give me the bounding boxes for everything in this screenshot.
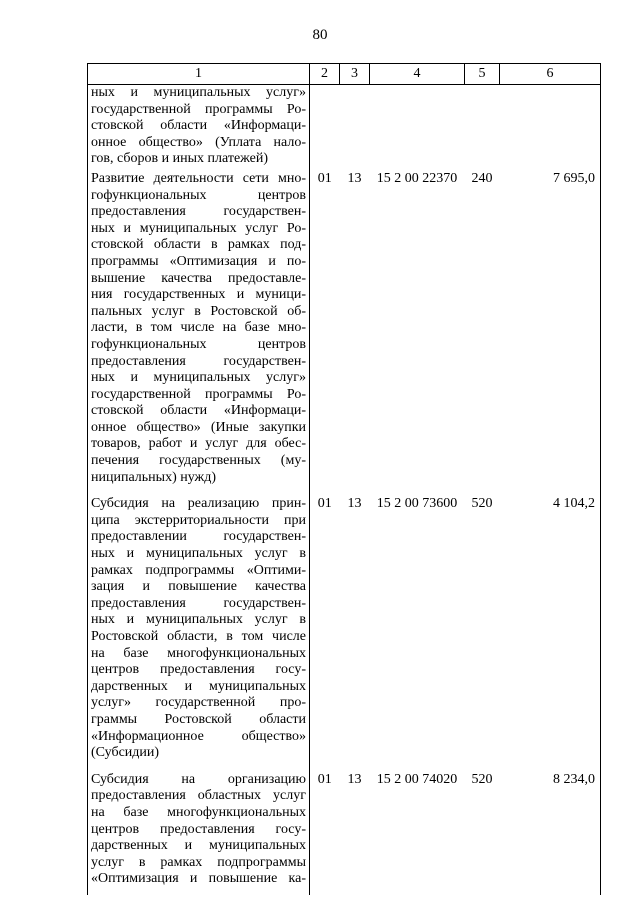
text-line: дарственных и муниципальных [91, 838, 306, 854]
cell-section: 01 [317, 496, 332, 512]
table-row [88, 168, 601, 493]
row-description [88, 168, 310, 493]
header-col-6: 6 [500, 64, 601, 85]
text-line: Субсидия на организацию [91, 771, 306, 787]
page-number: 80 [312, 27, 328, 43]
text-line: предоставления государствен- [91, 204, 306, 220]
text-line: «Информационное общество» [91, 728, 306, 744]
text-line: ниципальных) нужд) [91, 469, 216, 485]
text-line: государственной программы Ро- [91, 386, 306, 402]
text-line: услуг» государственной про- [91, 695, 306, 711]
cell-subsection: 13 [347, 170, 362, 186]
cell-subsection: 13 [347, 771, 362, 787]
header-col-5: 5 [465, 64, 500, 85]
cell-target-code: 15 2 00 74020 [376, 771, 458, 787]
header-col-1: 1 [88, 64, 310, 85]
text-line: дарственных и муниципальных [91, 678, 306, 694]
text-line: (Субсидии) [91, 745, 160, 761]
cell-expense-type: 240 [471, 170, 493, 186]
text-line: гофункциональных центров [91, 187, 306, 203]
continuation-row [88, 85, 601, 168]
cell-expense-type: 520 [471, 496, 493, 512]
text-line: печения государственных (му- [91, 453, 306, 469]
text-line: центров предоставления госу- [91, 662, 306, 678]
text-line: ных и муниципальных услуг» [91, 85, 306, 100]
text-line: ния государственных и муници- [91, 287, 306, 303]
text-line: услуг в рамках подпрограммы [91, 854, 306, 870]
cell-amount: 4 104,2 [500, 493, 601, 769]
text-line: гов, сборов и иных платежей) [91, 151, 269, 167]
text-line: предоставлении государствен- [91, 529, 306, 545]
text-line: пальных услуг в Ростовской об- [91, 303, 306, 319]
text-line: онное общество» (Иные закупки [91, 419, 306, 435]
text-line: зация и повышение качества [91, 579, 306, 595]
text-line: программы «Оптимизация и по- [91, 253, 306, 269]
row-description [88, 769, 310, 895]
row-description [88, 493, 310, 769]
text-line: стовской области «Информаци- [91, 118, 306, 134]
text-line: стовской области «Информаци- [91, 403, 306, 419]
header-col-2: 2 [310, 64, 340, 85]
budget-table [87, 63, 601, 895]
text-line: на базе многофункциональных [91, 804, 306, 820]
text-line: ных и муниципальных услуг» [91, 370, 306, 386]
cell-target-code: 15 2 00 73600 [376, 496, 458, 512]
text-line: предоставления государствен- [91, 353, 306, 369]
text-line: рамках подпрограммы «Оптими- [91, 562, 306, 578]
cell-section: 01 [317, 170, 332, 186]
text-line: гофункциональных центров [91, 336, 306, 352]
text-line: «Оптимизация и повышение ка- [91, 871, 306, 887]
text-line: государственной программы Ро- [91, 101, 306, 117]
cell-amount: 7 695,0 [500, 168, 601, 493]
table-row [88, 493, 601, 769]
text-line: вышение качества предоставле- [91, 270, 306, 286]
text-line: Развитие деятельности сети мно- [91, 170, 306, 186]
continuation-text [88, 85, 310, 168]
cell-amount: 8 234,0 [500, 769, 601, 895]
text-line: ласти, в том числе на базе мно- [91, 320, 306, 336]
text-line: онное общество» (Уплата нало- [91, 134, 306, 150]
text-line: стовской области в рамках под- [91, 237, 306, 253]
text-line: ных и муниципальных услуг в [91, 546, 306, 562]
cell-subsection: 13 [347, 496, 362, 512]
text-line: ципа экстерриториальности при [91, 512, 306, 528]
text-line: на базе многофункциональных [91, 645, 306, 661]
text-line: ных и муниципальных услуг в [91, 612, 306, 628]
text-line: Субсидия на реализацию прин- [91, 496, 306, 512]
text-line: предоставления областных услуг [91, 788, 306, 804]
cell-target-code: 15 2 00 22370 [376, 170, 458, 186]
text-line: граммы Ростовской области [91, 711, 306, 727]
text-line: Ростовской области, в том числе [91, 629, 306, 644]
text-line: центров предоставления госу- [91, 821, 306, 837]
text-line: ных и муниципальных услуг Ро- [91, 220, 306, 236]
header-col-4: 4 [370, 64, 465, 85]
cell-section: 01 [317, 771, 332, 787]
text-line: товаров, работ и услуг для обес- [91, 436, 306, 452]
table-row [88, 769, 601, 895]
text-line: предоставления государствен- [91, 595, 306, 611]
header-row [88, 64, 601, 85]
header-col-3: 3 [340, 64, 370, 85]
cell-expense-type: 520 [471, 771, 493, 787]
